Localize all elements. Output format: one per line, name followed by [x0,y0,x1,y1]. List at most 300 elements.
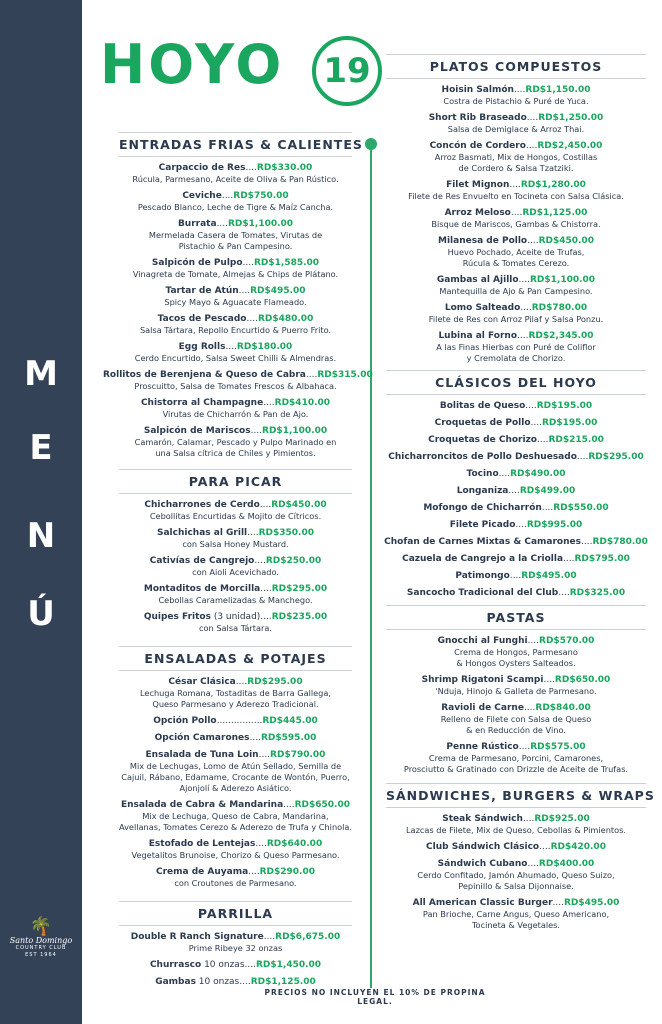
price-leader: .... [242,258,254,268]
price-leader: ................ [216,716,263,726]
menu-item [103,867,368,889]
item-name: Burrata [177,219,217,229]
menu-item [380,859,652,892]
item-name: Crema de Auyama [155,867,249,877]
item-description: Tocineta & Vegetales. [471,920,561,930]
menu-item [103,716,368,727]
item-name: Double R Ranch Signature [130,932,264,942]
menu-item-title [380,486,652,497]
item-price: RD$330.00 [256,163,313,173]
item-description: Lechuga Romana, Tostaditas de Barra Gallega, [139,688,331,698]
price-leader: .... [576,452,589,462]
item-name: Sancocho Tradicional del Club [406,588,559,598]
item-description: Relleno de Filete con Salsa de Queso [440,714,592,724]
menu-item [380,898,652,931]
item-description: Filete de Res Envuelto en Tocineta con Salsa Clásica. [408,191,624,201]
menu-item-title [380,636,652,647]
menu-item [103,960,368,971]
item-description: Pepinillo & Salsa Dijonnaise. [458,881,574,891]
menu-item-title [380,141,652,152]
menu-item-title [103,191,368,202]
item-name: Hoisin Salmón [441,85,514,95]
item-price: RD$2,450.00 [537,141,603,151]
menu-item-title [103,398,368,409]
menu-item [380,703,652,736]
item-name: Croquetas de Pollo [434,418,531,428]
item-name: Chicharroncitos de Pollo Deshuesado [388,452,577,462]
item-name: Salchichas al Grill [156,528,248,538]
item-price: RD$1,125.00 [522,208,588,218]
menu-item-title [380,331,652,342]
menu-item-title [103,556,368,567]
section-heading: ENSALADAS & POTAJES [119,646,352,671]
section-heading: PLATOS COMPUESTOS [386,54,646,79]
price-leader: .... [510,208,523,218]
menu-item [103,977,368,988]
item-description: Cebollas Caramelizadas & Manchego. [158,595,313,605]
item-name: Ravioli de Carne [441,703,524,713]
item-name: Salpicón de Mariscos [143,426,251,436]
item-qualifier: 10 onzas [201,960,245,970]
price-leader: .... [305,370,318,380]
menu-item-title [380,180,652,191]
menu-item [103,314,368,336]
item-price: RD$780.00 [592,537,648,547]
menu-item [103,258,368,280]
menu-item [103,839,368,861]
item-description: Mix de Lechuga, Queso de Cabra, Mandarina, [142,811,329,821]
menu-item [380,141,652,174]
item-name: Rollitos de Berenjena & Queso de Cabra [103,370,306,380]
menu-item-title [380,742,652,753]
menu-item-title [103,977,368,988]
menu-item [103,556,368,578]
item-description: Crema de Hongos, Parmesano [454,647,578,657]
menu-item [380,814,652,836]
menu-section [380,54,652,364]
menu-section [103,646,368,889]
item-description: Queso Parmesano y Aderezo Tradicional. [152,699,319,709]
item-description: Cebollitas Encurtidas & Mojito de Cítricos. [149,511,322,521]
item-description: Proscuitto, Salsa de Tomates Frescos & Albahaca. [134,381,337,391]
menu-item [380,236,652,269]
menu-item [380,113,652,135]
item-name: Cativías de Cangrejo [149,556,255,566]
menu-section [103,132,373,459]
item-price: RD$575.00 [530,742,586,752]
item-description: Rúcula & Tomates Cerezo. [462,258,570,268]
price-leader: .... [247,528,259,538]
item-price: RD$445.00 [262,716,318,726]
menu-item [103,398,368,420]
item-price: RD$780.00 [531,303,588,313]
menu-item-title [380,859,652,870]
menu-item [380,675,652,697]
item-price: RD$400.00 [538,859,595,869]
item-description: Filete de Res con Arroz Pilaf y Salsa Ponzu. [428,314,604,324]
item-price: RD$790.00 [270,750,326,760]
price-leader: .... [260,612,272,622]
item-description: Mix de Lechugas, Lomo de Atún Sellado, Semilla de [129,761,342,771]
item-name: Milanesa de Pollo [438,236,528,246]
item-description: Cerdo Encurtido, Salsa Sweet Chilli & Almendras. [134,353,337,363]
price-leader: .... [580,537,593,547]
menu-item [103,932,368,954]
item-name: Salpicón de Pulpo [151,258,243,268]
menu-item-title [380,814,652,825]
item-description: Pan Brioche, Carne Angus, Queso Americano, [422,909,610,919]
item-price: RD$495.00 [521,571,577,581]
menu-letter-u: Ú [27,594,55,634]
item-name: Filet Mignon [446,180,510,190]
item-price: RD$2,345.00 [528,331,594,341]
sidebar [0,0,82,1024]
price-leader: .... [558,588,570,598]
item-name: Concón de Cordero [429,141,526,151]
item-name: Cazuela de Cangrejo a la Criolla [402,554,564,564]
price-leader: .... [530,418,542,428]
menu-item-title [103,219,368,230]
price-leader: .... [513,85,526,95]
item-price: RD$650.00 [294,800,351,810]
item-description: con Salsa Honey Mustard. [182,539,289,549]
price-leader: .... [248,867,260,877]
menu-section [380,605,652,775]
menu-item [103,584,368,606]
item-name: Mofongo de Chicharrón [423,503,542,513]
left-column [103,132,373,994]
menu-item-title [103,426,368,437]
item-price: RD$595.00 [260,733,317,743]
menu-item [103,219,368,252]
item-description: Pescado Blanco, Leche de Tigre & Maíz Cancha. [137,202,334,212]
menu-item-title [380,703,652,714]
item-price: RD$420.00 [550,842,606,852]
price-leader: .... [522,814,535,824]
item-price: RD$480.00 [257,314,314,324]
menu-item [380,469,652,480]
item-price: RD$215.00 [548,435,604,445]
price-leader: .... [543,675,555,685]
menu-item [380,180,652,202]
menu-item-title [103,800,368,811]
menu-item [103,426,368,459]
menu-item-title [380,113,652,124]
menu-letter-e: E [29,428,53,468]
item-name: Tocino [466,469,499,479]
menu-item [380,303,652,325]
item-name: Short Rib Braseado [428,113,527,123]
price-leader: .... [520,303,532,313]
item-price: RD$6,675.00 [275,932,341,942]
item-description: Cerdo Confitado, Jamón Ahumado, Queso Suizo, [417,870,615,880]
menu-item-title [380,898,652,909]
price-leader: .... [518,742,531,752]
item-price: RD$295.00 [588,452,644,462]
price-leader: .... [263,398,275,408]
club-subtitle: COUNTRY CLUB [15,945,67,951]
menu-section [380,370,652,599]
item-description: Avellanas, Tomates Cerezo & Aderezo de Trufa y Chinola. [118,822,353,832]
price-leader: .... [283,800,295,810]
price-leader: .... [541,503,554,513]
club-logo [8,918,74,959]
item-name: All American Classic Burger [412,898,553,908]
item-name: Longaniza [456,486,509,496]
menu-item-title [380,452,652,463]
menu-item-title [103,733,368,744]
menu-item-title [103,370,373,381]
menu-item [380,435,652,446]
menu-item [380,331,652,364]
section-heading: SÁNDWICHES, BURGERS & WRAPS [386,783,646,808]
price-leader: .... [537,435,549,445]
menu-item [103,342,368,364]
menu-item [103,528,368,550]
item-description: Camarón, Calamar, Pescado y Pulpo Marinado en [134,437,337,447]
item-name: Gambas [155,977,196,987]
item-description: 'Nduja, Hinojo & Galleta de Parmesano. [435,686,597,696]
price-leader: .... [221,191,234,201]
menu-item [380,452,652,463]
item-description: con Aioli Acevichado. [192,567,279,577]
item-price: RD$325.00 [569,588,626,598]
menu-item-title [103,960,368,971]
price-leader: .... [517,331,529,341]
menu-item-title [380,842,652,853]
item-description: Huevo Pochado, Aceite de Trufas, [447,247,585,257]
price-leader: .... [258,750,271,760]
item-name: Gambas al Ajillo [436,275,519,285]
price-leader: .... [509,571,522,581]
item-name: Montaditos de Morcilla [143,584,261,594]
menu-item-title [103,584,368,595]
menu-item [103,800,368,833]
item-name: Lubina al Forno [438,331,518,341]
menu-item-title [103,677,368,688]
club-name: Santo Domingo [9,936,73,945]
menu-item [103,750,368,794]
item-price: RD$410.00 [274,398,331,408]
item-description: Mermelada Casera de Tomates, Virutas de [148,230,323,240]
menu-item-title [103,500,368,511]
menu-item-title [380,208,652,219]
item-description: Lazcas de Filete, Mix de Queso, Cebollas & Pimientos. [405,825,626,835]
menu-item [380,520,652,531]
item-price: RD$1,250.00 [538,113,604,123]
item-description: Spicy Mayo & Aguacate Flameado. [164,297,307,307]
item-name: Steak Sándwich [442,814,523,824]
price-leader: .... [254,556,266,566]
menu-item-title [380,236,652,247]
menu-item [103,612,368,634]
item-name: Bolitas de Queso [439,401,526,411]
menu-item-title [103,163,368,174]
item-name: Opción Pollo [153,716,217,726]
item-name: Tartar de Atún [165,286,239,296]
item-description: Virutas de Chicharrón & Pan de Ajo. [162,409,309,419]
menu-item [380,401,652,412]
item-name: Ensalada de Tuna Loin [145,750,259,760]
item-price: RD$840.00 [535,703,591,713]
menu-item [380,742,652,775]
item-price: RD$450.00 [538,236,594,246]
menu-item-title [380,469,652,480]
section-heading: CLÁSICOS DEL HOYO [386,370,646,395]
menu-item [380,275,652,297]
price-leader: .... [225,342,237,352]
menu-item [103,677,368,710]
item-price: RD$1,100.00 [227,219,294,229]
item-name: Chicharrones de Cerdo [144,500,260,510]
item-name: Churrasco [149,960,202,970]
menu-item [380,842,652,853]
item-description: Prosciutto & Gratinado con Drizzle de Aceite de Trufas. [403,764,629,774]
menu-item [103,191,368,213]
menu-letter-m: M [24,354,58,394]
price-leader: .... [235,677,248,687]
price-leader: .... [255,839,267,849]
item-description: Salsa de Demiglace & Arroz Thai. [447,124,585,134]
menu-item [380,537,652,548]
item-price: RD$499.00 [519,486,576,496]
footer-note: PRECIOS NO INCLUYEN EL 10% DE PROPINA LEGAL. [264,988,486,1006]
price-leader: .... [249,733,261,743]
item-price: RD$315.00 [317,370,373,380]
item-name: Gnocchi al Funghi [437,636,528,646]
price-leader: .... [245,163,257,173]
item-description: con Salsa Tártara. [199,623,272,633]
menu-item-title [380,85,652,96]
menu-item [380,486,652,497]
item-description: Arroz Basmati, Mix de Hongos, Costillas [434,152,598,162]
price-leader: .... [246,314,258,324]
menu-item-title [103,612,368,623]
item-name: Ceviche [182,191,222,201]
item-name: Arroz Meloso [444,208,511,218]
item-price: RD$1,150.00 [525,85,591,95]
item-name: Patimongo [455,571,510,581]
item-price: RD$495.00 [563,898,620,908]
menu-item [380,554,652,565]
item-price: RD$550.00 [553,503,609,513]
hole-badge: 19 [312,36,382,106]
item-name: Chistorra al Champagne [140,398,264,408]
menu-item-title [380,435,652,446]
item-price: RD$295.00 [247,677,303,687]
item-description: Prime Ribeye 32 onzas [188,943,283,953]
menu-item-title [380,303,652,314]
item-price: RD$290.00 [259,867,316,877]
menu-item [380,588,652,599]
item-name: Filete Picado [449,520,516,530]
item-name: Penne Rústico [446,742,519,752]
item-price: RD$1,280.00 [520,180,586,190]
menu-item-title [380,675,652,686]
menu-item [380,85,652,107]
item-price: RD$650.00 [554,675,611,685]
item-description: Crema de Parmesano, Porcini, Camarones, [428,753,604,763]
price-leader: .... [527,636,540,646]
item-description: de Cordero & Salsa Tzatziki. [458,163,574,173]
item-price: RD$180.00 [236,342,293,352]
club-year: EST 1964 [25,952,57,958]
item-name: Shrimp Rigatoni Scampi [421,675,544,685]
item-description: una Salsa cítrica de Chiles y Pimientos. [155,448,316,458]
section-heading: PASTAS [386,605,646,630]
menu-item-title [380,401,652,412]
price-leader: .... [523,703,536,713]
item-description: Bisque de Mariscos, Gambas & Chistorra. [431,219,601,229]
item-price: RD$795.00 [574,554,630,564]
menu-item-title [103,716,368,727]
menu-section [380,783,655,931]
item-description: Pistachio & Pan Campesino. [178,241,293,251]
menu-item-title [103,258,368,269]
item-description: Ajonjolí & Aderezo Asiático. [179,783,292,793]
section-heading: PARA PICAR [119,469,352,494]
menu-item-title [380,275,652,286]
price-leader: .... [515,520,527,530]
menu-item [103,370,373,392]
menu-item-title [380,520,652,531]
price-leader: .... [563,554,575,564]
menu-item-title [103,932,368,943]
item-qualifier: 10 onzas [195,977,240,987]
price-leader: .... [498,469,511,479]
item-price: RD$350.00 [258,528,314,538]
menu-item [380,636,652,669]
price-leader: .... [525,141,538,151]
price-leader: .... [238,286,251,296]
item-description: Mantequilla de Ajo & Pan Campesino. [439,286,593,296]
item-price: RD$1,450.00 [255,960,322,970]
menu-item [380,208,652,230]
price-leader: .... [526,113,539,123]
item-price: RD$570.00 [539,636,595,646]
section-heading: ENTRADAS FRIAS & CALIENTES [119,132,352,157]
menu-item [103,500,368,522]
item-price: RD$1,125.00 [250,977,316,987]
item-name: Tacos de Pescado [157,314,247,324]
item-description: A las Finas Hierbas con Puré de Coliflor [436,342,596,352]
price-leader: .... [216,219,228,229]
price-leader: .... [552,898,564,908]
price-leader: .... [239,977,251,987]
item-price: RD$490.00 [510,469,566,479]
item-price: RD$450.00 [271,500,327,510]
item-name: Lomo Salteado [444,303,521,313]
menu-item-title [103,867,368,878]
menu-section [103,469,368,634]
item-price: RD$1,100.00 [530,275,596,285]
item-name: Croquetas de Chorizo [428,435,537,445]
menu-item-title [380,554,652,565]
menu-item-title [380,418,652,429]
price-leader: .... [527,236,539,246]
item-description: & en Reducción de Vino. [466,725,566,735]
item-description: & Hongos Oysters Salteados. [456,658,576,668]
palm-tree-icon: 🌴 [29,916,53,937]
item-price: RD$750.00 [233,191,289,201]
item-description: Costra de Pistachio & Puré de Yuca. [443,96,589,106]
item-name: Sándwich Cubano [437,859,528,869]
item-description: Vinagreta de Tomate, Almejas & Chips de Plátano. [132,269,339,279]
menu-item [380,571,652,582]
price-leader: .... [244,960,256,970]
price-leader: .... [539,842,551,852]
menu-item-title [103,342,368,353]
